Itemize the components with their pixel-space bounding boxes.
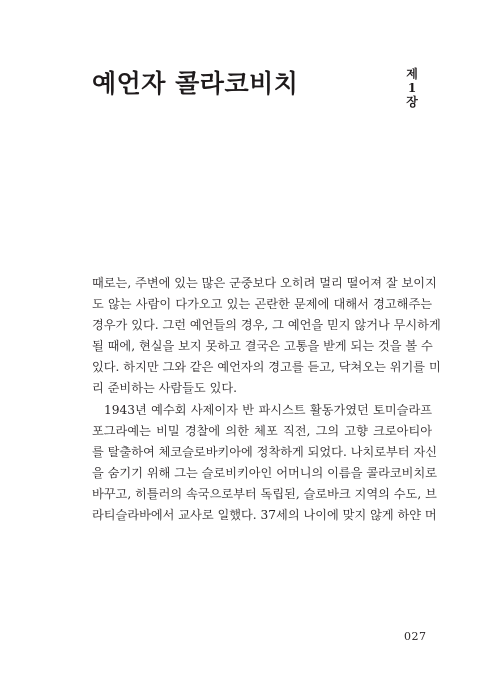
page-number: 027: [404, 630, 427, 643]
body-line: 을 숨기기 위해 그는 슬로비키아인 어머니의 이름을 콜라코비치로: [92, 465, 437, 480]
body-line: 1943년 예수회 사제이자 반 파시스트 활동가였던 토미슬라프: [104, 402, 432, 417]
body-line: 경우가 있다. 그런 예언들의 경우, 그 예언을 믿지 않거나 무시하게: [92, 318, 441, 333]
body-text: [92, 273, 441, 526]
body-line: 도 않는 사람이 다가오고 있는 곤란한 문제에 대해서 경고해주는: [92, 297, 432, 312]
body-line: 를 탈출하여 체코슬로바키아에 정착하게 되었다. 나치로부터 자신: [92, 444, 437, 459]
body-line: 있다. 하지만 그와 같은 예언자의 경고를 듣고, 닥쳐오는 위기를 미: [92, 360, 441, 375]
body-line: 포그라예는 비밀 경찰에 의한 체포 직전, 그의 고향 크로아티아: [92, 423, 432, 438]
chapter-marker-number: 1: [407, 81, 417, 95]
body-line: 바꾸고, 히틀러의 속국으로부터 독립된, 슬로바크 지역의 수도, 브: [92, 486, 437, 501]
body-line: 때로는, 주변에 있는 많은 군중보다 오히려 멀리 떨어져 잘 보이지: [92, 276, 437, 290]
body-line: 리 준비하는 사람들도 있다.: [92, 381, 238, 396]
body-line: 될 때에, 현실을 보지 못하고 결국은 고통을 받게 되는 것을 볼 수: [92, 339, 433, 354]
chapter-marker: [404, 67, 420, 109]
chapter-marker-suffix: 장: [406, 95, 418, 109]
chapter-title: 예언자 콜라코비치: [92, 69, 299, 98]
chapter-marker-prefix: 제: [406, 67, 418, 81]
body-line: 라티슬라바에서 교사로 일했다. 37세의 나이에 맞지 않게 하얀 머: [92, 508, 437, 523]
